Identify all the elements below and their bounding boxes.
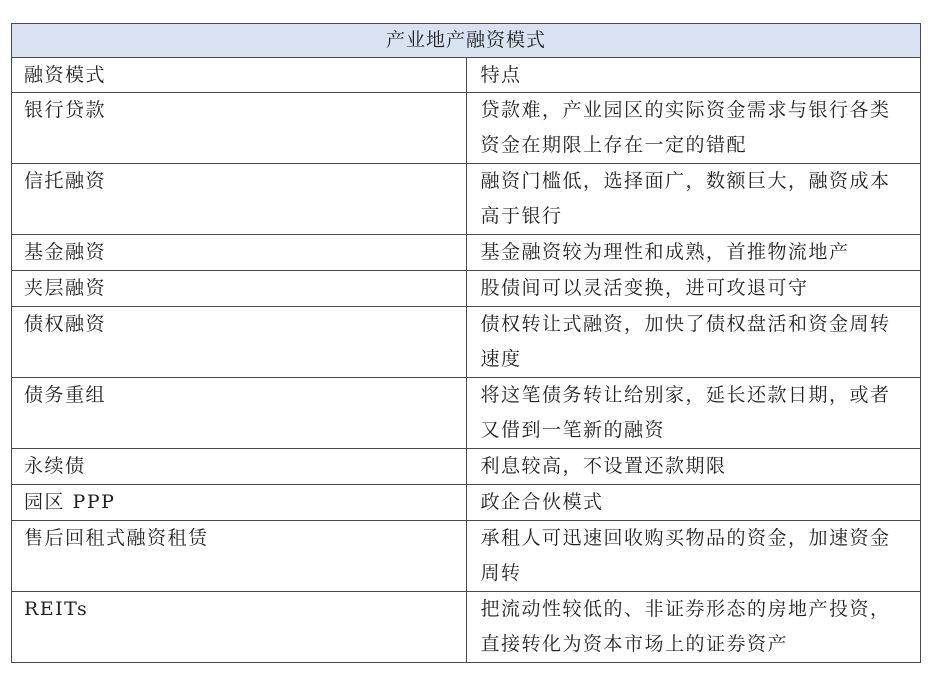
- row-feature: 基金融资较为理性和成熟，首推物流地产: [466, 235, 921, 271]
- row-feature: 将这笔债务转让给别家，延长还款日期，或者又借到一笔新的融资: [466, 378, 921, 449]
- table-row: [12, 485, 921, 521]
- table-header-row: [12, 58, 921, 93]
- table-row: [12, 235, 921, 271]
- row-mode: 债务重组: [12, 378, 467, 449]
- table-title: 产业地产融资模式: [12, 24, 921, 58]
- row-mode: 园区 PPP: [12, 485, 467, 521]
- row-feature: 股债间可以灵活变换，进可攻退可守: [466, 271, 921, 307]
- row-feature: 政企合伙模式: [466, 485, 921, 521]
- row-feature: 利息较高，不设置还款期限: [466, 449, 921, 485]
- row-feature: 承租人可迅速回收购买物品的资金，加速资金周转: [466, 521, 921, 592]
- header-mode: 融资模式: [12, 58, 467, 93]
- table-row: [12, 378, 921, 449]
- table-row: [12, 93, 921, 164]
- row-mode: 基金融资: [12, 235, 467, 271]
- table-row: [12, 164, 921, 235]
- header-feature: 特点: [466, 58, 921, 93]
- row-mode: 永续债: [12, 449, 467, 485]
- row-feature: 融资门槛低，选择面广，数额巨大，融资成本高于银行: [466, 164, 921, 235]
- row-mode: 售后回租式融资租赁: [12, 521, 467, 592]
- row-mode: REITs: [12, 592, 467, 663]
- table-title-row: [12, 24, 921, 58]
- row-feature: 贷款难，产业园区的实际资金需求与银行各类资金在期限上存在一定的错配: [466, 93, 921, 164]
- row-feature: 债权转让式融资，加快了债权盘活和资金周转速度: [466, 307, 921, 378]
- financing-table: [11, 23, 921, 663]
- table-row: [12, 449, 921, 485]
- table-row: [12, 271, 921, 307]
- table-row: [12, 592, 921, 663]
- table-row: [12, 307, 921, 378]
- row-mode: 债权融资: [12, 307, 467, 378]
- row-mode: 夹层融资: [12, 271, 467, 307]
- row-mode: 信托融资: [12, 164, 467, 235]
- table-row: [12, 521, 921, 592]
- row-feature: 把流动性较低的、非证券形态的房地产投资，直接转化为资本市场上的证券资产: [466, 592, 921, 663]
- row-mode: 银行贷款: [12, 93, 467, 164]
